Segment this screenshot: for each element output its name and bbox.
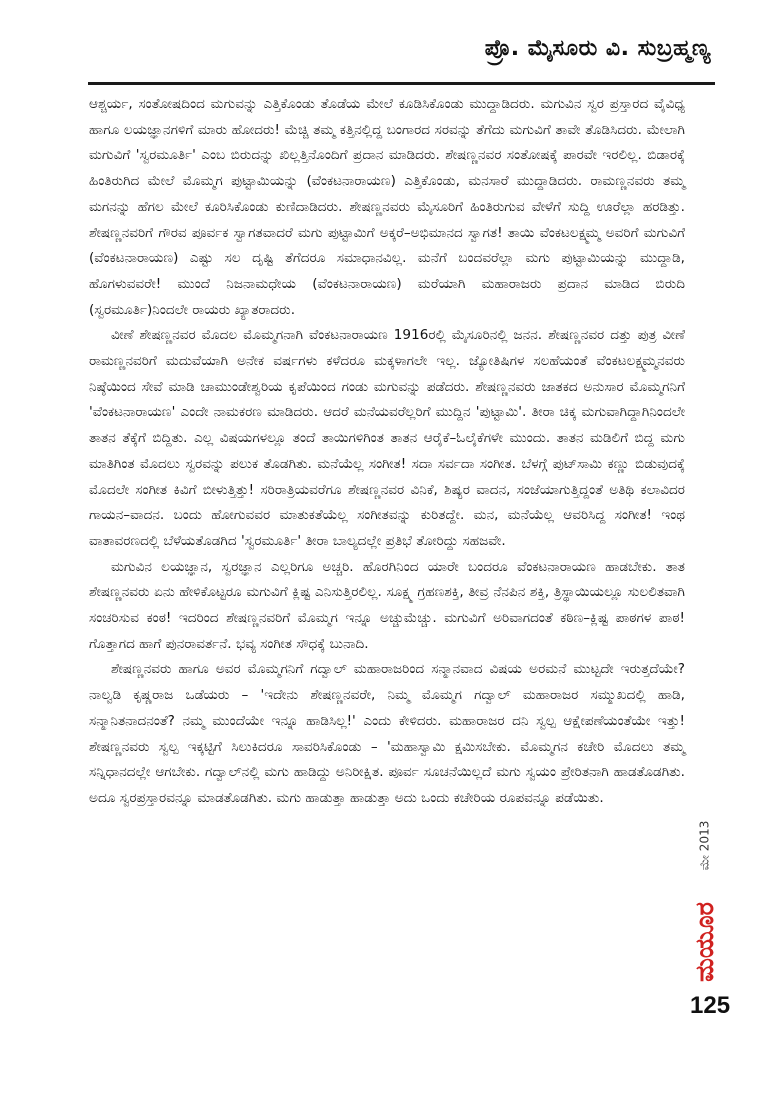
author-name: ಪ್ರೊ. ಮೈಸೂರು ವಿ. ಸುಬ್ರಹ್ಮಣ್ಯ [484,36,711,61]
issue-date-text: ಮೇ 2013 [697,820,712,871]
header-rule [88,82,715,85]
magazine-logo-text: ಮಯೂರ [690,902,720,982]
magazine-logo [690,888,720,996]
paragraph: ಮಗುವಿನ ಲಯಜ್ಞಾನ, ಸ್ವರಜ್ಞಾನ ಎಲ್ಲರಿಗೂ ಅಚ್ಚರಿ. ಹೊರಗಿನಿಂದ ಯಾರೇ ಬಂದರೂ ವೆಂಕಟನಾರಾಯಣ ಹಾಡಬೇಕು. ತಾತ ಶೇಷಣ್ಣನವರು ಏನು ಹೇಳಿಕೊಟ್ಟರೂ ಮಗುವಿಗೆ ಕ್ಲಿಷ್ಟ ಎನಿಸುತ್ತಿರಲಿಲ್ಲ. ಸೂಕ್ಷ್ಮ ಗ್ರಹಣಶಕ್ತಿ, ತೀವ್ರ ನೆನಪಿನ ಶಕ್ತಿ, ತ್ರಿಸ್ಥಾಯಿಯಲ್ಲೂ ಸುಲಲಿತವಾಗಿ ಸಂಚರಿಸುವ ಕಂಠ! ಇದರಿಂದ ಶೇಷಣ್ಣನವರಿಗೆ ಮೊಮ್ಮಗ ಇನ್ನೂ ಅಚ್ಚುಮೆಚ್ಚು. ಮಗುವಿಗೆ ಅರಿವಾಗದಂತೆ ಕಠಿಣ–ಕ್ಲಿಷ್ಟ ಪಾಠಗಳ ಪಾಠ! ಗೊತ್ತಾಗದ ಹಾಗೆ ಪುನರಾವರ್ತನೆ. ಭವ್ಯ ಸಂಗೀತ ಸೌಧಕ್ಕೆ ಬುನಾದಿ. [89,558,685,652]
paragraph: ಆಶ್ಚರ್ಯ, ಸಂತೋಷದಿಂದ ಮಗುವನ್ನು ಎತ್ತಿಕೊಂಡು ತೊಡೆಯ ಮೇಲೆ ಕೂಡಿಸಿಕೊಂಡು ಮುದ್ದಾಡಿದರು. ಮಗುವಿನ ಸ್ವರ ಪ್ರಸ್ತಾರದ ವೈವಿಧ್ಯ ಹಾಗೂ ಲಯಜ್ಞಾನಗಳಿಗೆ ಮಾರು ಹೋದರು! ಮೆಚ್ಚಿ ತಮ್ಮ ಕತ್ತಿನಲ್ಲಿದ್ದ ಬಂಗಾರದ ಸರವನ್ನು ತೆಗೆದು ಮಗುವಿಗೆ ತಾವೇ ತೊಡಿಸಿದರು. ಮೇಲಾಗಿ ಮಗುವಿಗೆ 'ಸ್ವರಮೂರ್ತಿ' ಎಂಬ ಬಿರುದನ್ನು ಖಿಲ್ಲತ್ತಿನೊಂದಿಗೆ ಪ್ರದಾನ ಮಾಡಿದರು. ಶೇಷಣ್ಣನವರ ಸಂತೋಷಕ್ಕೆ ಪಾರವೇ ಇರಲಿಲ್ಲ. ಬಿಡಾರಕ್ಕೆ ಹಿಂತಿರುಗಿದ ಮೇಲೆ ಮೊಮ್ಮಗ ಪುಟ್ಟಾಮಿಯನ್ನು (ವೆಂಕಟನಾರಾಯಣ) ಎತ್ತಿಕೊಂಡು, ಮನಸಾರೆ ಮುದ್ದಾಡಿದರು. ರಾಮಣ್ಣನವರು ತಮ್ಮ ಮಗನನ್ನು ಹೆಗಲ ಮೇಲೆ ಕೂರಿಸಿಕೊಂಡು ಕುಣಿದಾಡಿದರು. ಶೇಷಣ್ಣನವರು ಮೈಸೂರಿಗೆ ಹಿಂತಿರುಗುವ ವೇಳೆಗೆ ಸುದ್ದಿ ಊರೆಲ್ಲಾ ಹರಡಿತ್ತು. ಶೇಷಣ್ಣನವರಿಗೆ ಗೌರವ ಪೂರ್ವಕ ಸ್ವಾಗತವಾದರೆ ಮಗು ಪುಟ್ಟಾಮಿಗೆ ಅಕ್ಕರೆ–ಅಭಿಮಾನದ ಸ್ವಾಗತ! ತಾಯಿ ವೆಂಕಟಲಕ್ಷ್ಮಮ್ಮ ಅವರಿಗೆ ಮಗುವಿಗೆ (ವೆಂಕಟನಾರಾಯಣ) ಎಷ್ಟು ಸಲ ದೃಷ್ಟಿ ತೆಗೆದರೂ ಸಮಾಧಾನವಿಲ್ಲ. ಮನೆಗೆ ಬಂದವರೆಲ್ಲಾ ಮಗು ಪುಟ್ಟಾಮಿಯನ್ನು ಮುದ್ದಾಡಿ, ಹೊಗಳುವವರೇ! ಮುಂದೆ ನಿಜನಾಮಧೇಯ (ವೆಂಕಟನಾರಾಯಣ) ಮರೆಯಾಗಿ ಮಹಾರಾಜರು ಪ್ರದಾನ ಮಾಡಿದ ಬಿರುದಿ (ಸ್ವರಮೂರ್ತಿ)ನಿಂದಲೇ ರಾಯರು ಖ್ಯಾತರಾದರು. [89,96,685,318]
paragraph: ಶೇಷಣ್ಣನವರು ಹಾಗೂ ಅವರ ಮೊಮ್ಮಗನಿಗೆ ಗದ್ವಾಲ್ ಮಹಾರಾಜರಿಂದ ಸನ್ಮಾನವಾದ ವಿಷಯ ಅರಮನೆ ಮುಟ್ಟದೇ ಇರುತ್ತದೆಯೇ? ನಾಲ್ವಡಿ ಕೃಷ್ಣರಾಜ ಒಡೆಯರು – 'ಇದೇನು ಶೇಷಣ್ಣನವರೇ, ನಿಮ್ಮ ಮೊಮ್ಮಗ ಗದ್ವಾಲ್ ಮಹಾರಾಜರ ಸಮ್ಮುಖದಲ್ಲಿ ಹಾಡಿ, ಸನ್ಮಾನಿತನಾದನಂತೆ? ನಮ್ಮ ಮುಂದೆಯೇ ಇನ್ನೂ ಹಾಡಿಸಿಲ್ಲ!' ಎಂದು ಕೇಳಿದರು. ಮಹಾರಾಜರ ದನಿ ಸ್ವಲ್ಪ ಆಕ್ಷೇಪಣೆಯಂತೆಯೇ ಇತ್ತು! ಶೇಷಣ್ಣನವರು ಸ್ವಲ್ಪ ಇಕ್ಕಟ್ಟಿಗೆ ಸಿಲುಕಿದರೂ ಸಾವರಿಸಿಕೊಂಡು – 'ಮಹಾಸ್ವಾಮಿ ಕ್ಷಮಿಸಬೇಕು. ಮೊಮ್ಮಗನ ಕಚೇರಿ ಮೊದಲು ತಮ್ಮ ಸನ್ನಿಧಾನದಲ್ಲೇ ಆಗಬೇಕು. ಗದ್ವಾಲ್‌ನಲ್ಲಿ ಮಗು ಹಾಡಿದ್ದು ಅನಿರೀಕ್ಷಿತ. ಪೂರ್ವ ಸೂಚನೆಯಿಲ್ಲದೆ ಮಗು ಸ್ವಯಂ ಪ್ರೇರಿತನಾಗಿ ಹಾಡತೊಡಗಿತು. ಅದೂ ಸ್ವರಪ್ರಸ್ತಾರವನ್ನೂ ಮಾಡತೊಡಗಿತು. ಮಗು ಹಾಡುತ್ತಾ ಹಾಡುತ್ತಾ ಅದು ಒಂದು ಕಚೇರಿಯ ರೂಪವನ್ನೂ ಪಡೆಯಿತು. [89,661,685,806]
article-body [89,92,685,812]
magazine-side-strip [690,808,720,993]
issue-date [690,808,720,883]
paragraph: ವೀಣೆ ಶೇಷಣ್ಣನವರ ಮೊದಲ ಮೊಮ್ಮಗನಾಗಿ ವೆಂಕಟನಾರಾಯಣ 1916ರಲ್ಲಿ ಮೈಸೂರಿನಲ್ಲಿ ಜನನ. ಶೇಷಣ್ಣನವರ ದತ್ತು ಪುತ್ರ ವೀಣೆ ರಾಮಣ್ಣನವರಿಗೆ ಮದುವೆಯಾಗಿ ಅನೇಕ ವರ್ಷಗಳು ಕಳೆದರೂ ಮಕ್ಕಳಾಗಲೇ ಇಲ್ಲ. ಜ್ಯೋತಿಷಿಗಳ ಸಲಹೆಯಂತೆ ವೆಂಕಟಲಕ್ಷ್ಮಮ್ಮನವರು ನಿಷ್ಠೆಯಿಂದ ಸೇವೆ ಮಾಡಿ ಚಾಮುಂಡೇಶ್ವರಿಯ ಕೃಪೆಯಿಂದ ಗಂಡು ಮಗುವನ್ನು ಪಡೆದರು. ಶೇಷಣ್ಣನವರು ಜಾತಕದ ಅನುಸಾರ ಮೊಮ್ಮಗನಿಗೆ 'ವೆಂಕಟನಾರಾಯಣ' ಎಂದೇ ನಾಮಕರಣ ಮಾಡಿದರು. ಆದರೆ ಮನೆಯವರೆಲ್ಲರಿಗೆ ಮುದ್ದಿನ 'ಪುಟ್ಟಾಮಿ'. ತೀರಾ ಚಿಕ್ಕ ಮಗುವಾಗಿದ್ದಾಗಿನಿಂದಲೇ ತಾತನ ತೆಕ್ಕೆಗೆ ಬಿದ್ದಿತು. ಎಲ್ಲ ವಿಷಯಗಳಲ್ಲೂ ತಂದೆ ತಾಯಿಗಳಿಗಿಂತ ತಾತನ ಆರೈಕೆ–ಓಲೈಕೆಗಳೇ ಮುಂದು. ತಾತನ ಮಡಿಲಿಗೆ ಬಿದ್ದ ಮಗು ಮಾತಿಗಿಂತ ಮೊದಲು ಸ್ವರವನ್ನು ಪಲುಕ ತೊಡಗಿತು. ಮನೆಯೆಲ್ಲ ಸಂಗೀತ! ಸದಾ ಸರ್ವದಾ ಸಂಗೀತ. ಬೆಳಗ್ಗೆ ಪುಟ್‌ಸಾಮಿ ಕಣ್ಣು ಬಿಡುವುದಕ್ಕೆ ಮೊದಲೇ ಸಂಗೀತ ಕಿವಿಗೆ ಬೀಳುತ್ತಿತ್ತು! ಸರಿರಾತ್ರಿಯವರೆಗೂ ಶೇಷಣ್ಣನವರ ವಿನಿಕೆ, ಶಿಷ್ಯರ ವಾದನ, ಸಂಜೆಯಾಗುತ್ತಿದ್ದಂತೆ ಅತಿಥಿ ಕಲಾವಿದರ ಗಾಯನ–ವಾದನ. ಬಂದು ಹೋಗುವವರ ಮಾತುಕತೆಯೆಲ್ಲ ಸಂಗೀತವನ್ನು ಕುರಿತದ್ದೇ. ಮನ, ಮನೆಯೆಲ್ಲ ಆವರಿಸಿದ್ದ ಸಂಗೀತ! ಇಂಥ ವಾತಾವರಣದಲ್ಲಿ ಬೆಳೆಯತೊಡಗಿದ 'ಸ್ವರಮೂರ್ತಿ' ತೀರಾ ಬಾಲ್ಯದಲ್ಲೇ ಪ್ರತಿಭೆ ತೋರಿದ್ದು ಸಹಜವೇ. [89,327,685,549]
page-number: 125 [690,992,731,1019]
